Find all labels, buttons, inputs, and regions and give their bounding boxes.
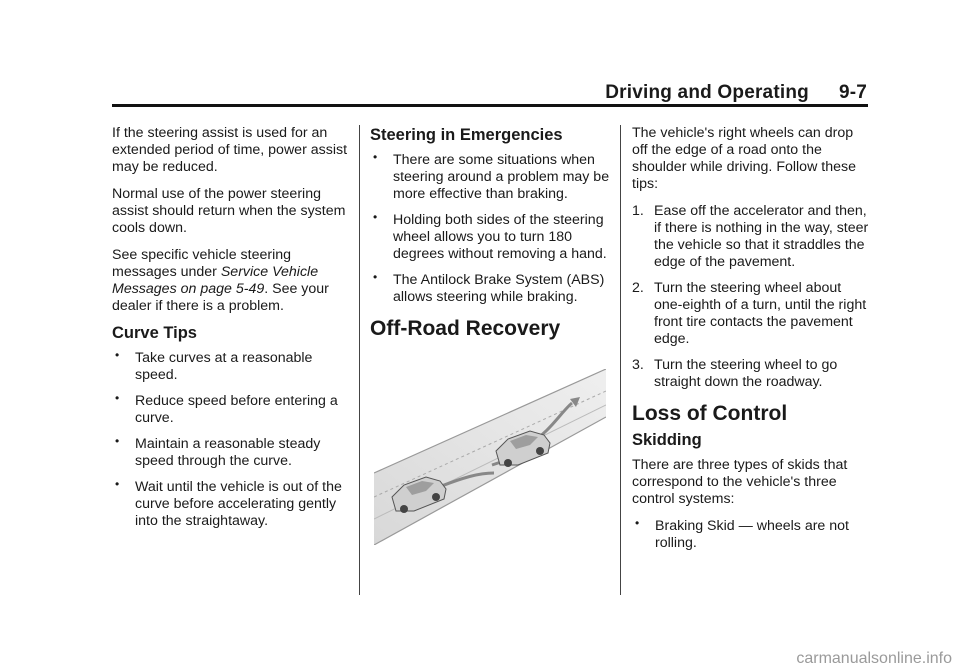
watermark: carmanualsonline.info: [796, 650, 952, 667]
column-right: [632, 125, 872, 561]
list-item: • There are some situations when steering around a problem may be more effective than braking.: [370, 152, 610, 203]
heading-off-road-recovery: Off-Road Recovery: [370, 317, 561, 340]
step-text: Turn the steering wheel to go straight down the roadway.: [654, 357, 838, 390]
emergency-list: [370, 152, 610, 306]
page-number: 9-7: [838, 82, 867, 103]
header-rule: [112, 104, 868, 107]
paragraph-text: See specific vehicle steering messages under: [112, 247, 292, 280]
off-road-recovery-illustration: [374, 369, 606, 545]
step-text: Ease off the accelerator and then, if there is nothing in the way, steer the vehicle so that it straddles the edge of the pavement.: [654, 203, 869, 270]
list-item: • Wait until the vehicle is out of the curve before accelerating gently into the straightaway.: [112, 479, 352, 530]
steps-list: [632, 203, 872, 391]
step-number: 3.: [632, 357, 644, 373]
paragraph: Normal use of the power steering assist should return when the system cools down.: [112, 186, 346, 236]
list-item: • Maintain a reasonable steady speed through the curve.: [112, 436, 352, 470]
curve-tips-list: [112, 350, 352, 530]
page-header: [605, 82, 867, 104]
step-number: 1.: [632, 203, 644, 219]
column-middle: [370, 125, 610, 550]
list-item: • Braking Skid — wheels are not rolling.: [632, 518, 872, 552]
paragraph-with-reference: [112, 247, 352, 315]
column-left: [112, 125, 352, 539]
heading-skidding: Skidding: [632, 431, 702, 449]
list-item: • Holding both sides of the steering wheel allows you to turn 180 degrees without removing a hand.: [370, 212, 610, 263]
section-title: Driving and Operating: [605, 82, 809, 103]
list-item: • Reduce speed before entering a curve.: [112, 393, 352, 427]
list-item: [632, 280, 872, 348]
heading-steering-emergencies: Steering in Emergencies: [370, 126, 563, 144]
skid-list: [632, 518, 872, 552]
step-text: Turn the steering wheel about one-eighth of a turn, until the right front tire contacts the pavement edge.: [654, 280, 867, 347]
step-number: 2.: [632, 280, 644, 296]
column-divider-1: [359, 125, 360, 595]
heading-curve-tips: Curve Tips: [112, 324, 197, 342]
list-item: • The Antilock Brake System (ABS) allows steering while braking.: [370, 272, 610, 306]
list-item: [632, 357, 872, 391]
column-divider-2: [620, 125, 621, 595]
paragraph: There are three types of skids that correspond to the vehicle's three control systems:: [632, 457, 848, 507]
paragraph: If the steering assist is used for an extended period of time, power assist may be reduced.: [112, 125, 348, 175]
list-item: • Take curves at a reasonable speed.: [112, 350, 352, 384]
list-item: [632, 203, 872, 271]
heading-loss-of-control: Loss of Control: [632, 402, 788, 425]
paragraph-text: . See your dealer if there is a problem.: [112, 281, 329, 314]
paragraph: The vehicle's right wheels can drop off the edge of a road onto the shoulder while driving. Follow these tips:: [632, 125, 856, 192]
cross-reference-link[interactable]: Service Vehicle Messages on page 5-49: [112, 264, 319, 297]
